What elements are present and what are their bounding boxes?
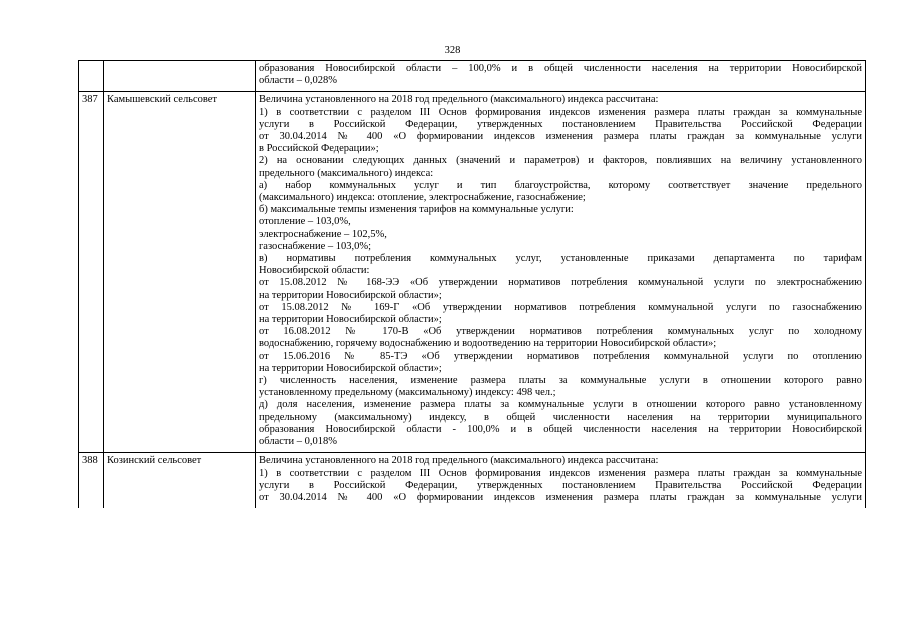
description-line: г) численность населения, изменение размера платы за коммунальные услуги в отношении которого равно — [259, 375, 862, 387]
description-line: от 15.06.2016 № 85-ТЭ «Об утверждении нормативов потребления коммунальной услуги по отоплению — [259, 350, 862, 362]
description-line: (максимального) индекса: отопление, электроснабжение, газоснабжение; — [259, 192, 586, 204]
description-line: отопление – 103,0%, — [259, 216, 351, 228]
row-number-cell — [79, 61, 104, 92]
description-line: б) максимальные темпы изменения тарифов на коммунальные услуги: — [259, 204, 574, 216]
description-line: области – 0,028% — [259, 75, 337, 87]
description-line: установленному предельному (максимальному) индексу: 498 чел.; — [259, 387, 556, 399]
table-row — [79, 61, 866, 92]
description-line: а) набор коммунальных услуг и тип благоустройства, которому соответствует значение предельного — [259, 179, 862, 191]
page-number: 328 — [444, 45, 461, 56]
municipality-name-cell — [104, 61, 256, 92]
table-body — [79, 61, 866, 509]
tariff-index-table — [78, 60, 866, 508]
description-line: предельного (максимального) индекса: — [259, 167, 434, 179]
row-number-cell: 387 — [79, 92, 104, 453]
municipality-name-cell: Камышевский сельсовет — [104, 92, 256, 453]
index-description-cell — [256, 453, 866, 508]
description-line: области – 0,018% — [259, 436, 337, 448]
table-row — [79, 92, 866, 453]
row-number-cell: 388 — [79, 453, 104, 508]
description-line: от 30.04.2014 № 400 «О формировании индексов изменения размера платы граждан за коммунальные услуги — [259, 491, 862, 503]
description-line: 1) в соответствии с разделом III Основ формирования индексов изменения размера платы граждан за коммунальные — [259, 106, 862, 118]
description-line: услуги в Российской Федерации, утвержденных постановлением Правительства Российской Федерации — [259, 118, 862, 130]
description-line: предельному (максимальному) индексу, в общей численности населения на территории муниципального — [259, 411, 862, 423]
description-line: от 16.08.2012 № 170-В «Об утверждении нормативов потребления коммунальных услуг по холодному — [259, 326, 862, 338]
description-line: услуги в Российской Федерации, утвержденных постановлением Правительства Российской Федерации — [259, 479, 862, 491]
description-line: 1) в соответствии с разделом III Основ формирования индексов изменения размера платы граждан за коммунальные — [259, 467, 862, 479]
description-line: от 15.08.2012 № 168-ЭЭ «Об утверждении нормативов потребления коммунальной услуги по электроснабжению — [259, 277, 862, 289]
description-line: газоснабжение – 103,0%; — [259, 240, 372, 252]
description-line: электроснабжение – 102,5%, — [259, 228, 387, 240]
description-line: Новосибирской области: — [259, 265, 370, 277]
description-line: Величина установленного на 2018 год предельного (максимального) индекса рассчитана: — [259, 94, 659, 106]
description-line: водоснабжению, горячему водоснабжению и водоотведению на территории Новосибирской области»; — [259, 338, 717, 350]
description-line: на территории Новосибирской области»; — [259, 314, 442, 326]
description-line: в) нормативы потребления коммунальных услуг, установленные приказами департамента по тарифам — [259, 253, 862, 265]
description-line: образования Новосибирской области - 100,0% и в общей численности населения на территории Новосибирской — [259, 423, 862, 435]
description-line: в Российской Федерации»; — [259, 143, 379, 155]
description-line: 2) на основании следующих данных (значений и параметров) и факторов, повлиявших на величину установленного — [259, 155, 862, 167]
description-line: д) доля населения, изменение размера платы за коммунальные услуги в отношении которого равно установленному — [259, 399, 862, 411]
description-line: на территории Новосибирской области»; — [259, 362, 442, 374]
description-line: на территории Новосибирской области»; — [259, 289, 442, 301]
index-description-cell — [256, 92, 866, 453]
description-line: от 15.08.2012 № 169-Г «Об утверждении нормативов потребления коммунальной услуги по газоснабжению — [259, 301, 862, 313]
index-description-cell — [256, 61, 866, 92]
description-line: Величина установленного на 2018 год предельного (максимального) индекса рассчитана: — [259, 455, 659, 467]
description-line: образования Новосибирской области – 100,0% и в общей численности населения на территории Новосибирской — [259, 63, 862, 74]
table-row — [79, 453, 866, 508]
municipality-name-cell: Козинский сельсовет — [104, 453, 256, 508]
description-line: от 30.04.2014 № 400 «О формировании индексов изменения размера платы граждан за коммунальные услуги — [259, 131, 862, 143]
